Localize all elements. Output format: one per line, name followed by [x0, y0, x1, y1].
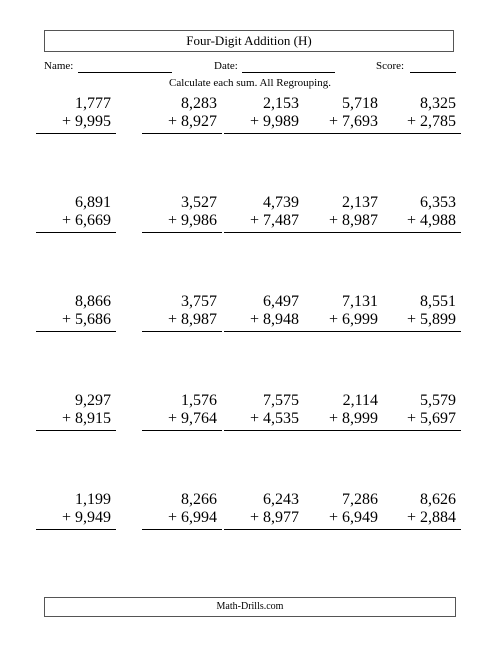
- addend-bottom-row: [303, 113, 383, 134]
- addition-problem: [381, 293, 461, 332]
- footer-brand: Math-Drills.com: [44, 597, 456, 617]
- addend-top: 1,576: [181, 392, 217, 409]
- addition-problem: [36, 392, 116, 431]
- addend-bottom: 5,697: [420, 410, 456, 427]
- plus-sign: +: [328, 509, 338, 526]
- addend-top: 2,153: [263, 95, 299, 112]
- addition-problem: [36, 95, 116, 134]
- plus-sign: +: [167, 311, 177, 328]
- plus-sign: +: [167, 113, 177, 130]
- addition-problem: [142, 95, 222, 134]
- addition-problem: [224, 491, 304, 530]
- addend-bottom-row: [381, 509, 461, 530]
- plus-sign: +: [328, 311, 338, 328]
- addend-bottom-row: [303, 311, 383, 332]
- addend-bottom: 8,948: [263, 311, 299, 328]
- addend-bottom: 8,915: [75, 410, 111, 427]
- addend-top: 3,757: [181, 293, 217, 310]
- plus-sign: +: [61, 509, 71, 526]
- addend-bottom: 9,995: [75, 113, 111, 130]
- addend-bottom: 6,669: [75, 212, 111, 229]
- addend-bottom-row: [36, 410, 116, 431]
- addend-top: 7,575: [263, 392, 299, 409]
- addend-top: 1,199: [75, 491, 111, 508]
- addend-top: 6,497: [263, 293, 299, 310]
- addend-bottom: 9,989: [263, 113, 299, 130]
- addition-problem: [224, 194, 304, 233]
- name-label: Name:: [44, 60, 74, 72]
- addition-problem: [36, 194, 116, 233]
- plus-sign: +: [249, 311, 259, 328]
- addend-bottom: 8,987: [342, 212, 378, 229]
- plus-sign: +: [328, 113, 338, 130]
- addend-bottom: 2,884: [420, 509, 456, 526]
- addition-problem: [303, 194, 383, 233]
- addend-top: 8,283: [181, 95, 217, 112]
- addend-bottom-row: [142, 509, 222, 530]
- plus-sign: +: [61, 410, 71, 427]
- addition-problem: [224, 95, 304, 134]
- addend-bottom-row: [303, 509, 383, 530]
- addition-problem: [303, 95, 383, 134]
- plus-sign: +: [406, 212, 416, 229]
- score-blank[interactable]: [410, 72, 456, 73]
- addend-bottom: 8,999: [342, 410, 378, 427]
- plus-sign: +: [61, 113, 71, 130]
- addend-bottom: 6,999: [342, 311, 378, 328]
- addend-top: 2,114: [342, 392, 378, 409]
- addition-problem: [142, 293, 222, 332]
- student-info-row: [44, 60, 456, 76]
- addend-bottom-row: [142, 410, 222, 431]
- addend-bottom-row: [36, 212, 116, 233]
- date-label: Date:: [214, 60, 238, 72]
- addend-top: 2,137: [342, 194, 378, 211]
- addition-problem: [303, 392, 383, 431]
- addend-bottom-row: [224, 113, 304, 134]
- plus-sign: +: [61, 311, 71, 328]
- addend-bottom-row: [224, 311, 304, 332]
- addend-bottom: 9,764: [181, 410, 217, 427]
- plus-sign: +: [328, 410, 338, 427]
- addition-problem: [303, 491, 383, 530]
- addend-bottom: 5,686: [75, 311, 111, 328]
- addend-bottom-row: [36, 311, 116, 332]
- addend-top: 6,243: [263, 491, 299, 508]
- addend-bottom-row: [224, 212, 304, 233]
- plus-sign: +: [249, 410, 259, 427]
- addition-problem: [36, 293, 116, 332]
- plus-sign: +: [328, 212, 338, 229]
- addend-bottom: 6,994: [181, 509, 217, 526]
- addend-bottom: 4,988: [420, 212, 456, 229]
- addend-bottom-row: [303, 410, 383, 431]
- addition-problem: [224, 392, 304, 431]
- addend-top: 8,325: [420, 95, 456, 112]
- plus-sign: +: [406, 311, 416, 328]
- addend-bottom: 7,487: [263, 212, 299, 229]
- addend-bottom-row: [381, 311, 461, 332]
- addend-top: 6,353: [420, 194, 456, 211]
- addend-top: 9,297: [75, 392, 111, 409]
- addend-bottom-row: [224, 509, 304, 530]
- addend-top: 6,891: [75, 194, 111, 211]
- addend-bottom-row: [36, 113, 116, 134]
- addend-bottom-row: [142, 113, 222, 134]
- addend-bottom: 8,987: [181, 311, 217, 328]
- addition-problem: [142, 491, 222, 530]
- plus-sign: +: [167, 212, 177, 229]
- score-label: Score:: [376, 60, 405, 72]
- addend-bottom-row: [381, 212, 461, 233]
- addend-bottom: 2,785: [420, 113, 456, 130]
- addend-bottom-row: [36, 509, 116, 530]
- addend-bottom: 4,535: [263, 410, 299, 427]
- addition-problem: [303, 293, 383, 332]
- addend-bottom: 7,693: [342, 113, 378, 130]
- plus-sign: +: [406, 410, 416, 427]
- plus-sign: +: [406, 509, 416, 526]
- addend-bottom-row: [142, 212, 222, 233]
- plus-sign: +: [249, 509, 259, 526]
- addend-top: 3,527: [181, 194, 217, 211]
- plus-sign: +: [61, 212, 71, 229]
- name-blank[interactable]: [78, 72, 172, 73]
- addend-bottom: 8,927: [181, 113, 217, 130]
- plus-sign: +: [406, 113, 416, 130]
- plus-sign: +: [249, 113, 259, 130]
- addition-problem: [36, 491, 116, 530]
- addition-problem: [381, 95, 461, 134]
- addend-top: 7,286: [342, 491, 378, 508]
- addend-bottom: 5,899: [420, 311, 456, 328]
- addend-top: 7,131: [342, 293, 378, 310]
- instructions: Calculate each sum. All Regrouping.: [169, 77, 331, 89]
- addend-top: 1,777: [75, 95, 111, 112]
- addend-bottom: 6,949: [342, 509, 378, 526]
- addend-bottom-row: [224, 410, 304, 431]
- addend-top: 8,551: [420, 293, 456, 310]
- addition-problem: [381, 194, 461, 233]
- addend-bottom: 9,949: [75, 509, 111, 526]
- addend-top: 8,866: [75, 293, 111, 310]
- addend-top: 5,718: [342, 95, 378, 112]
- addition-problem: [224, 293, 304, 332]
- addend-bottom: 8,977: [263, 509, 299, 526]
- addend-bottom-row: [142, 311, 222, 332]
- addend-top: 5,579: [420, 392, 456, 409]
- worksheet-title: Four-Digit Addition (H): [44, 30, 454, 52]
- addend-bottom-row: [381, 410, 461, 431]
- addend-top: 8,266: [181, 491, 217, 508]
- addend-bottom-row: [381, 113, 461, 134]
- date-blank[interactable]: [242, 72, 335, 73]
- plus-sign: +: [167, 410, 177, 427]
- addend-top: 8,626: [420, 491, 456, 508]
- addend-bottom-row: [303, 212, 383, 233]
- plus-sign: +: [249, 212, 259, 229]
- addition-problem: [142, 392, 222, 431]
- addition-problem: [381, 392, 461, 431]
- addition-problem: [142, 194, 222, 233]
- plus-sign: +: [167, 509, 177, 526]
- addend-bottom: 9,986: [181, 212, 217, 229]
- addition-problem: [381, 491, 461, 530]
- addend-top: 4,739: [263, 194, 299, 211]
